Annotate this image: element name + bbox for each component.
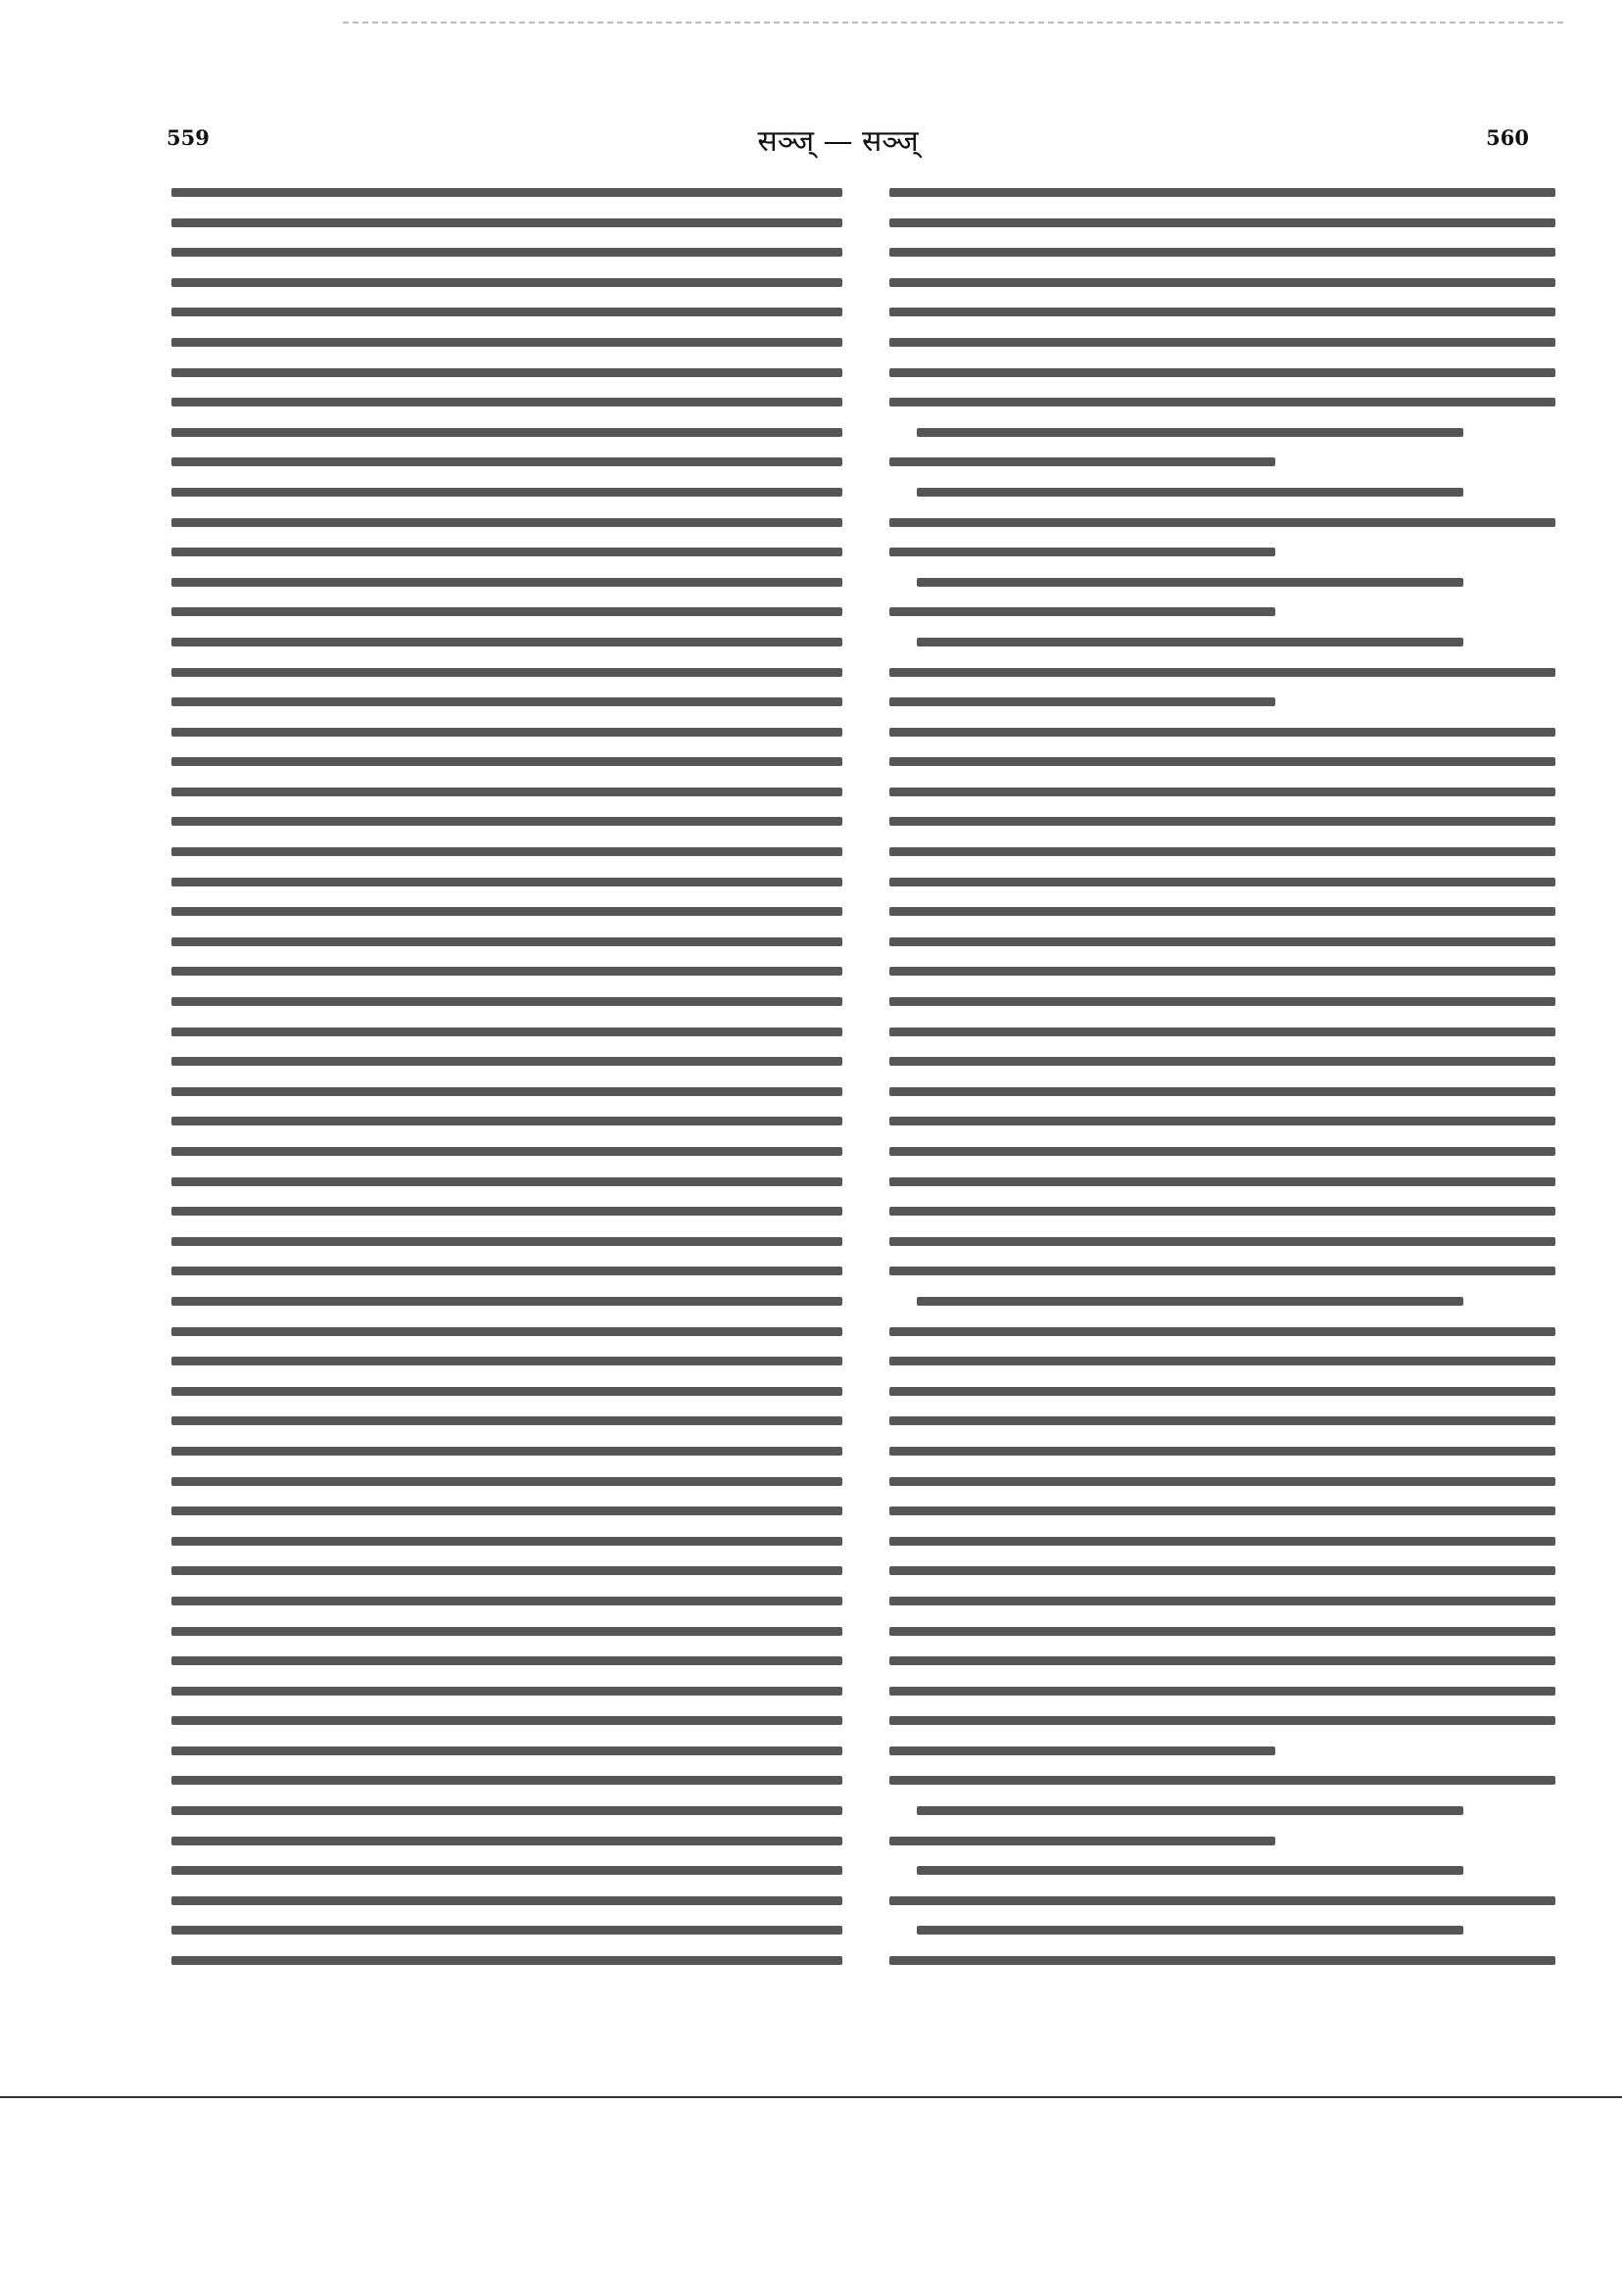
text-line xyxy=(889,937,1555,946)
text-line xyxy=(889,1237,1555,1246)
right-column xyxy=(889,188,1555,2005)
text-line xyxy=(889,607,1275,616)
text-line xyxy=(917,428,1463,437)
text-line xyxy=(171,488,842,497)
text-line xyxy=(171,1896,842,1905)
text-line xyxy=(889,728,1555,737)
text-line xyxy=(917,1866,1463,1875)
text-line xyxy=(171,1447,842,1456)
text-line xyxy=(889,398,1555,407)
text-line xyxy=(889,457,1275,466)
text-line xyxy=(171,907,842,916)
text-line xyxy=(889,278,1555,287)
text-line xyxy=(889,1746,1275,1755)
text-line xyxy=(889,697,1275,706)
text-line xyxy=(889,1117,1555,1125)
text-line xyxy=(171,1416,842,1425)
text-line xyxy=(889,248,1555,257)
text-line xyxy=(171,1866,842,1875)
text-line xyxy=(889,1327,1555,1336)
text-line xyxy=(171,1566,842,1575)
text-line xyxy=(171,1956,842,1965)
text-line xyxy=(171,847,842,856)
text-line xyxy=(171,1357,842,1365)
text-line xyxy=(171,1806,842,1815)
text-line xyxy=(171,1177,842,1186)
text-line xyxy=(889,1447,1555,1456)
text-line xyxy=(889,1357,1555,1365)
text-line xyxy=(171,1327,842,1336)
scan-edge-line xyxy=(343,22,1563,24)
text-line xyxy=(889,1177,1555,1186)
text-line xyxy=(171,1297,842,1306)
text-line xyxy=(889,788,1555,796)
text-line xyxy=(889,847,1555,856)
text-line xyxy=(171,338,842,347)
text-line xyxy=(171,1746,842,1755)
page-number-left: 559 xyxy=(167,125,210,150)
text-line xyxy=(171,1147,842,1156)
text-line xyxy=(889,1776,1555,1785)
text-line xyxy=(889,1387,1555,1396)
text-line xyxy=(889,1716,1555,1725)
text-line xyxy=(889,757,1555,766)
text-line xyxy=(917,1926,1463,1935)
text-line xyxy=(171,997,842,1006)
text-line xyxy=(889,1267,1555,1275)
text-line xyxy=(889,188,1555,197)
text-line xyxy=(171,1267,842,1275)
text-line xyxy=(171,578,842,587)
text-line xyxy=(171,1597,842,1605)
text-line xyxy=(917,1806,1463,1815)
text-line xyxy=(171,188,842,197)
text-line xyxy=(889,1597,1555,1605)
text-line xyxy=(917,488,1463,497)
page-number-right: 560 xyxy=(1486,125,1529,150)
text-line xyxy=(171,1926,842,1935)
text-line xyxy=(171,817,842,826)
text-line xyxy=(889,548,1275,556)
text-line xyxy=(889,1537,1555,1546)
text-line xyxy=(171,878,842,886)
text-line xyxy=(889,1656,1555,1665)
text-line xyxy=(171,607,842,616)
text-line xyxy=(889,1956,1555,1965)
text-line xyxy=(889,997,1555,1006)
text-line xyxy=(171,457,842,466)
text-line xyxy=(171,1028,842,1036)
text-line xyxy=(171,1117,842,1125)
text-line xyxy=(171,218,842,227)
text-line xyxy=(889,308,1555,316)
text-line xyxy=(171,967,842,976)
text-line xyxy=(889,878,1555,886)
text-line xyxy=(171,518,842,527)
text-line xyxy=(171,248,842,257)
text-line xyxy=(171,1207,842,1216)
running-headword: सञ्ज् — सञ्ज् xyxy=(757,124,919,159)
text-line xyxy=(171,1687,842,1696)
text-line xyxy=(889,1057,1555,1066)
text-line xyxy=(171,1837,842,1845)
text-line xyxy=(171,1057,842,1066)
text-line xyxy=(917,638,1463,646)
text-line xyxy=(171,697,842,706)
text-line xyxy=(171,1716,842,1725)
text-line xyxy=(171,1087,842,1096)
text-line xyxy=(171,1776,842,1785)
text-line xyxy=(171,1656,842,1665)
text-line xyxy=(889,218,1555,227)
text-line xyxy=(171,1627,842,1636)
text-line xyxy=(889,1207,1555,1216)
text-line xyxy=(889,518,1555,527)
text-line xyxy=(889,1566,1555,1575)
text-line xyxy=(889,1627,1555,1636)
text-line xyxy=(171,937,842,946)
text-line xyxy=(171,428,842,437)
text-line xyxy=(171,728,842,737)
text-line xyxy=(171,1237,842,1246)
text-line xyxy=(171,308,842,316)
text-line xyxy=(171,278,842,287)
left-column xyxy=(171,188,842,2005)
text-line xyxy=(171,1477,842,1486)
text-line xyxy=(889,1028,1555,1036)
text-line xyxy=(889,1477,1555,1486)
text-line xyxy=(889,817,1555,826)
text-line xyxy=(889,1416,1555,1425)
text-line xyxy=(889,368,1555,377)
text-line xyxy=(917,1297,1463,1306)
text-line xyxy=(171,548,842,556)
text-line xyxy=(889,1087,1555,1096)
text-line xyxy=(889,1896,1555,1905)
text-line xyxy=(889,1687,1555,1696)
text-line xyxy=(889,907,1555,916)
page-header xyxy=(147,125,1529,165)
text-line xyxy=(171,1507,842,1515)
text-line xyxy=(917,578,1463,587)
text-line xyxy=(171,788,842,796)
text-line xyxy=(171,368,842,377)
text-line xyxy=(171,668,842,677)
bottom-rule xyxy=(0,2096,1622,2098)
text-line xyxy=(171,398,842,407)
text-line xyxy=(889,338,1555,347)
text-line xyxy=(171,757,842,766)
text-line xyxy=(889,1147,1555,1156)
text-line xyxy=(889,1837,1275,1845)
text-line xyxy=(171,1387,842,1396)
text-line xyxy=(171,638,842,646)
text-line xyxy=(889,668,1555,677)
text-line xyxy=(171,1537,842,1546)
text-line xyxy=(889,1507,1555,1515)
text-line xyxy=(889,967,1555,976)
